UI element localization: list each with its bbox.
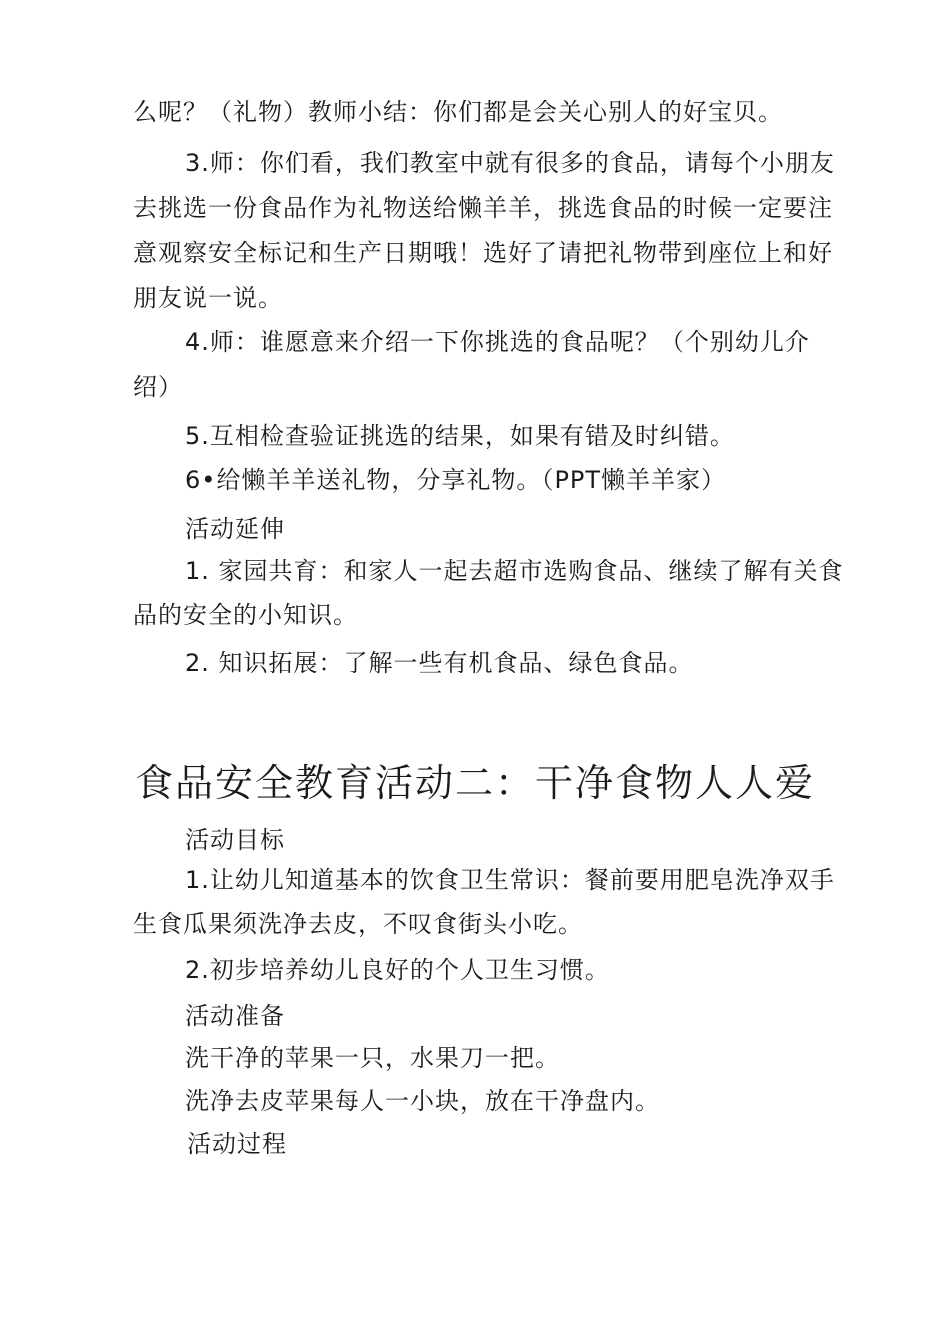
goal-2-text: 初步培养幼儿良好的个人卫生习惯。: [209, 956, 610, 984]
section-title: 食品安全教育活动二：干净食物人人爱: [134, 761, 815, 805]
step-3-line-1: [185, 148, 835, 178]
step-5: [185, 421, 735, 451]
step-6-number: 6•: [185, 466, 217, 494]
goal-2: [185, 955, 610, 985]
intro-tail: 么呢？（礼物）教师小结：你们都是会关心别人的好宝贝。: [133, 98, 783, 126]
goal-2-number: 2.: [185, 956, 210, 984]
prep-heading: 活动准备: [185, 1002, 285, 1030]
goal-1-line-1: [185, 865, 835, 895]
step-3-line-2: 去挑选一份食品作为礼物送给懒羊羊，挑选食品的时候一定要注: [133, 194, 833, 222]
step-5-number: 5.: [185, 422, 210, 450]
step-6-text-a: 给懒羊羊送礼物，分享礼物。（: [216, 466, 555, 494]
ext-1-line-1: [185, 556, 844, 586]
ext-2-number: 2.: [185, 649, 210, 677]
step-3-text: 师：你们看，我们教室中就有很多的食品，请每个小朋友: [209, 149, 835, 177]
extension-heading: 活动延伸: [185, 515, 285, 543]
step-6: [185, 465, 726, 495]
ext-1-line-2: 品的安全的小知识。: [133, 601, 358, 629]
step-3-line-4: 朋友说一说。: [133, 284, 283, 312]
step-3-line-3: 意观察安全标记和生产日期哦！选好了请把礼物带到座位上和好: [133, 239, 833, 267]
goal-1-number: 1.: [185, 866, 210, 894]
step-4-text: 师：谁愿意来介绍一下你挑选的食品呢？（个别幼儿介: [209, 328, 810, 356]
prep-item-1: 洗干净的苹果一只，水果刀一把。: [185, 1044, 560, 1072]
ext-1-number: 1.: [185, 557, 210, 585]
goal-1-line-2: 生食瓜果须洗净去皮，不叹食街头小吃。: [133, 910, 583, 938]
goals-heading: 活动目标: [185, 826, 285, 854]
goal-1-text: 让幼儿知道基本的饮食卫生常识：餐前要用肥皂洗净双手: [209, 866, 835, 894]
step-4-line-2: 绍）: [133, 373, 183, 401]
ext-1-text: 家园共育：和家人一起去超市选购食品、继续了解有关食: [218, 557, 844, 585]
step-5-text: 互相检查验证挑选的结果，如果有错及时纠错。: [209, 422, 735, 450]
step-6-ppt: PPT: [554, 466, 602, 494]
process-heading: 活动过程: [187, 1130, 287, 1158]
prep-item-2: 洗净去皮苹果每人一小块，放在干净盘内。: [185, 1087, 660, 1115]
step-4-number: 4.: [185, 328, 210, 356]
ext-2: [185, 648, 694, 678]
step-3-number: 3.: [185, 149, 210, 177]
step-6-text-b: 懒羊羊家）: [601, 466, 727, 494]
step-4-line-1: [185, 327, 810, 357]
ext-2-text: 知识拓展：了解一些有机食品、绿色食品。: [218, 649, 694, 677]
